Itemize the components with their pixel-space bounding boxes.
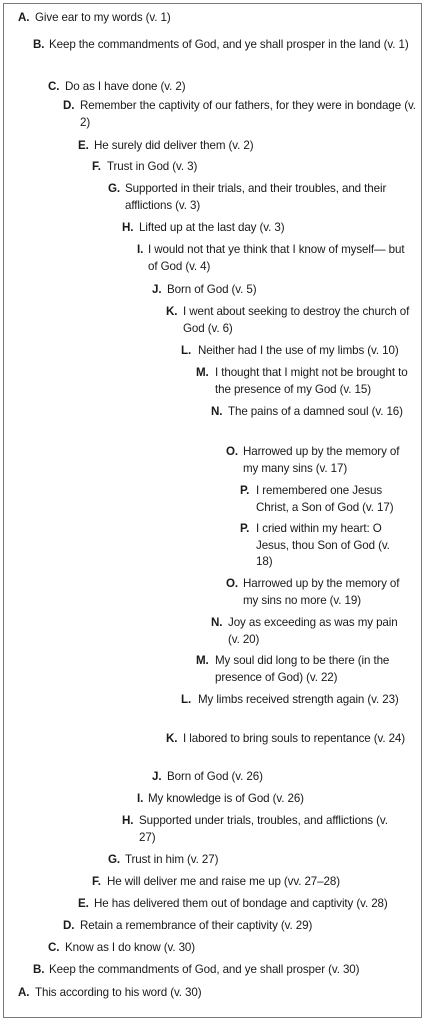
outline-entry-e2 xyxy=(78,896,416,913)
entry-text: Born of God (v. 5) xyxy=(167,283,257,296)
outline-entry-a2 xyxy=(18,985,416,1002)
outline-entry-m1 xyxy=(196,365,412,398)
entry-text: Lifted up at the last day (v. 3) xyxy=(139,221,285,234)
entry-text: Joy as exceeding as was my pain (v. 20) xyxy=(228,616,398,646)
outline-entry-m2 xyxy=(196,653,412,686)
entry-letter: D. xyxy=(63,919,75,932)
outline-entry-b2 xyxy=(33,962,416,979)
outline-entry-n1 xyxy=(211,404,411,421)
entry-text: Trust in him (v. 27) xyxy=(125,853,219,866)
entry-letter: J. xyxy=(152,770,162,783)
entry-text: He surely did deliver them (v. 2) xyxy=(94,139,254,152)
entry-text: Supported in their trials, and their troubles, and their afflictions (v. 3) xyxy=(125,182,387,212)
entry-text: My knowledge is of God (v. 26) xyxy=(148,792,304,805)
entry-text: Supported under trials, troubles, and afflictions (v. 27) xyxy=(139,814,388,844)
outline-entry-d1 xyxy=(63,98,416,131)
entry-text: Retain a remembrance of their captivity (v. 29) xyxy=(80,919,313,932)
entry-letter: J. xyxy=(152,283,162,296)
outline-entry-p2 xyxy=(240,521,402,571)
entry-text: My limbs received strength again (v. 23) xyxy=(198,693,399,706)
entry-letter: F. xyxy=(92,160,101,173)
outline-entry-j2 xyxy=(152,769,416,786)
outline-entry-c2 xyxy=(48,940,416,957)
entry-letter: H. xyxy=(122,221,134,234)
entry-text: I went about seeking to destroy the church of God (v. 6) xyxy=(183,305,410,335)
entry-letter: D. xyxy=(63,99,75,112)
entry-letter: K. xyxy=(166,305,178,318)
entry-letter: M. xyxy=(196,654,209,667)
entry-text: I cried within my heart: O Jesus, thou Son of God (v. 18) xyxy=(256,522,390,568)
outline-entry-h1 xyxy=(122,220,416,237)
outline-entry-d2 xyxy=(63,918,416,935)
outline-entry-e1 xyxy=(78,138,416,155)
entry-letter: C. xyxy=(48,80,60,93)
outline-entry-h2 xyxy=(122,813,394,846)
outline-entry-f1 xyxy=(92,159,416,176)
entry-letter: O. xyxy=(226,445,239,458)
entry-letter: I. xyxy=(137,792,144,805)
outline-entry-g2 xyxy=(108,852,416,869)
entry-text: Do as I have done (v. 2) xyxy=(65,80,186,93)
entry-letter: F. xyxy=(92,875,101,888)
entry-letter: A. xyxy=(18,986,30,999)
outline-entry-c1 xyxy=(48,79,416,96)
outline-entry-k1 xyxy=(166,304,415,337)
outline-entry-f2 xyxy=(92,874,416,891)
entry-letter: G. xyxy=(108,853,121,866)
outline-entry-l2 xyxy=(181,692,411,709)
entry-letter: P. xyxy=(240,522,250,535)
entry-letter: N. xyxy=(211,616,223,629)
entry-text: I thought that I might not be brought to the presence of my God (v. 15) xyxy=(215,366,408,396)
entry-letter: O. xyxy=(226,577,239,590)
entry-text: Neither had I the use of my limbs (v. 10) xyxy=(198,344,399,357)
entry-letter: L. xyxy=(181,693,192,706)
entry-text: My soul did long to be there (in the presence of God) (v. 22) xyxy=(215,654,390,684)
entry-letter: E. xyxy=(78,897,89,910)
outline-entry-g1 xyxy=(108,181,416,214)
entry-letter: B. xyxy=(33,963,45,976)
entry-letter: M. xyxy=(196,366,209,379)
entry-text: Know as I do know (v. 30) xyxy=(65,941,196,954)
entry-text: Harrowed up by the memory of my sins no more (v. 19) xyxy=(243,577,400,607)
entry-text: Born of God (v. 26) xyxy=(167,770,263,783)
entry-text: He will deliver me and raise me up (vv. 27–28) xyxy=(107,875,340,888)
entry-text: Give ear to my words (v. 1) xyxy=(35,11,171,24)
entry-letter: A. xyxy=(18,11,30,24)
entry-text: I labored to bring souls to repentance (v. 24) xyxy=(183,732,406,745)
outline-entry-b1 xyxy=(33,37,416,54)
entry-text: This according to his word (v. 30) xyxy=(35,986,202,999)
entry-text: Remember the captivity of our fathers, for they were in bondage (v. 2) xyxy=(80,99,416,129)
outline-entry-p1 xyxy=(240,483,410,516)
outline-entry-a1 xyxy=(18,10,416,27)
entry-text: The pains of a damned soul (v. 16) xyxy=(228,405,403,418)
entry-text: I remembered one Jesus Christ, a Son of God (v. 17) xyxy=(256,484,394,514)
outline-entry-i1 xyxy=(137,242,414,275)
entry-text: Keep the commandments of God, and ye shall prosper (v. 30) xyxy=(49,963,360,976)
entry-text: I would not that ye think that I know of myself— but of God (v. 4) xyxy=(148,243,405,273)
entry-letter: C. xyxy=(48,941,60,954)
entry-text: Harrowed up by the memory of my many sins (v. 17) xyxy=(243,445,400,475)
outline-entry-i2 xyxy=(137,791,416,808)
entry-text: Keep the commandments of God, and ye shall prosper in the land (v. 1) xyxy=(49,38,409,51)
outline-entry-o2 xyxy=(226,576,412,609)
entry-letter: P. xyxy=(240,484,250,497)
entry-letter: E. xyxy=(78,139,89,152)
entry-letter: H. xyxy=(122,814,134,827)
entry-letter: L. xyxy=(181,344,192,357)
outline-entry-l1 xyxy=(181,343,416,360)
entry-letter: K. xyxy=(166,732,178,745)
entry-letter: B. xyxy=(33,38,45,51)
entry-letter: N. xyxy=(211,405,223,418)
outline-entry-k2 xyxy=(166,731,414,748)
outline-entry-j1 xyxy=(152,282,416,299)
entry-letter: I. xyxy=(137,243,144,256)
entry-letter: G. xyxy=(108,182,121,195)
outline-entry-o1 xyxy=(226,444,412,477)
outline-entry-n2 xyxy=(211,615,412,648)
entry-text: Trust in God (v. 3) xyxy=(107,160,198,173)
entry-text: He has delivered them out of bondage and captivity (v. 28) xyxy=(94,897,388,910)
